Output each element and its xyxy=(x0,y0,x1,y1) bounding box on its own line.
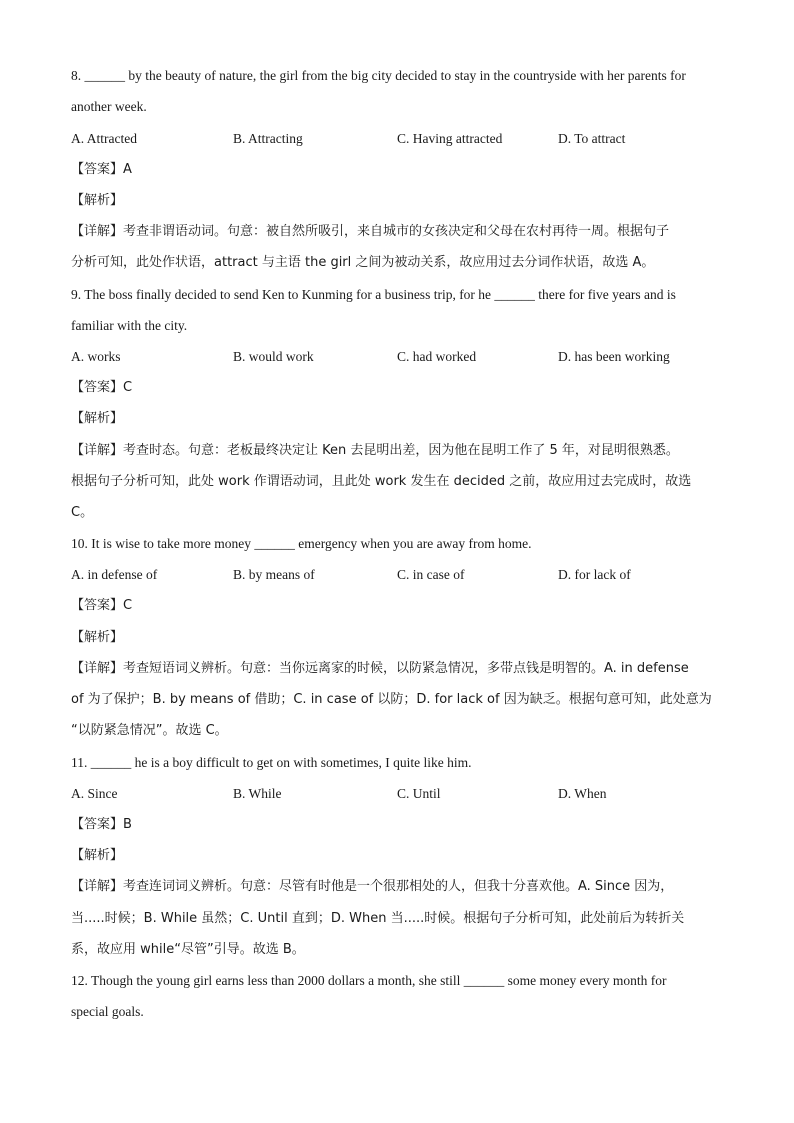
question-11-detail-line-3: 系，故应用 while“尽管”引导。故选 B。 xyxy=(71,942,305,957)
question-8-option-b: B. Attracting xyxy=(233,131,303,146)
question-9-option-c: C. had worked xyxy=(397,349,477,364)
question-8-option-d: D. To attract xyxy=(558,131,626,146)
question-11-option-c: C. Until xyxy=(397,786,441,801)
question-9-option-d: D. has been working xyxy=(558,349,670,364)
question-11-answer: 【答案】B xyxy=(71,817,132,832)
question-8-stem-line-1: 8. ______ by the beauty of nature, the girl from the big city decided to stay in the countryside with her parents for xyxy=(71,68,686,83)
question-11-analysis-label: 【解析】 xyxy=(71,848,124,863)
question-10-detail-line-1: 【详解】考查短语词义辨析。句意：当你远离家的时候，以防紧急情况，多带点钱是明智的。A. in defense xyxy=(71,661,689,676)
question-11-option-b: B. While xyxy=(233,786,282,801)
question-10-option-c: C. in case of xyxy=(397,567,465,582)
question-9-option-a: A. works xyxy=(71,349,121,364)
question-9-detail-line-2: 根据句子分析可知，此处 work 作谓语动词，且此处 work 发生在 decided 之前，故应用过去完成时，故选 xyxy=(71,474,692,489)
question-10-detail-line-2: of 为了保护；B. by means of 借助；C. in case of 以防；D. for lack of 因为缺乏。根据句意可知，此处意为 xyxy=(71,692,712,707)
question-10-stem-line-1: 10. It is wise to take more money ______ emergency when you are away from home. xyxy=(71,536,532,551)
question-9-stem-line-2: familiar with the city. xyxy=(71,318,188,333)
question-11-option-a: A. Since xyxy=(71,786,118,801)
question-10-option-d: D. for lack of xyxy=(558,567,631,582)
question-10-option-a: A. in defense of xyxy=(71,567,158,582)
question-9-detail-line-3: C。 xyxy=(71,505,94,520)
question-9-stem-line-1: 9. The boss finally decided to send Ken to Kunming for a business trip, for he ______ there for five years and is xyxy=(71,287,676,302)
question-8-analysis-label: 【解析】 xyxy=(71,193,124,208)
question-11-stem-line-1: 11. ______ he is a boy difficult to get on with sometimes, I quite like him. xyxy=(71,755,472,770)
question-12-stem-line-2: special goals. xyxy=(71,1004,144,1019)
question-11-detail-line-1: 【详解】考查连词词义辨析。句意：尽管有时他是一个很那相处的人，但我十分喜欢他。A. Since 因为， xyxy=(71,879,674,894)
question-8-option-c: C. Having attracted xyxy=(397,131,503,146)
question-11-option-d: D. When xyxy=(558,786,607,801)
question-9-answer: 【答案】C xyxy=(71,380,133,395)
question-10-detail-line-3: “以防紧急情况”。故选 C。 xyxy=(71,723,228,738)
question-10-option-b: B. by means of xyxy=(233,567,315,582)
question-8-option-a: A. Attracted xyxy=(71,131,137,146)
question-9-detail-line-1: 【详解】考查时态。句意：老板最终决定让 Ken 去昆明出差，因为他在昆明工作了 5 年，对昆明很熟悉。 xyxy=(71,443,679,458)
question-8-answer: 【答案】A xyxy=(71,162,132,177)
question-11-detail-line-2: 当.....时候；B. While 虽然；C. Until 直到；D. When 当.....时候。根据句子分析可知，此处前后为转折关 xyxy=(71,911,685,926)
question-10-answer: 【答案】C xyxy=(71,598,133,613)
question-12-stem-line-1: 12. Though the young girl earns less than 2000 dollars a month, she still ______ some money every month for xyxy=(71,973,667,988)
question-8-stem-line-2: another week. xyxy=(71,99,147,114)
question-9-option-b: B. would work xyxy=(233,349,314,364)
question-8-detail-line-1: 【详解】考查非谓语动词。句意：被自然所吸引，来自城市的女孩决定和父母在农村再待一周。根据句子 xyxy=(71,224,670,239)
question-9-analysis-label: 【解析】 xyxy=(71,411,124,426)
question-10-analysis-label: 【解析】 xyxy=(71,630,124,645)
question-8-detail-line-2: 分析可知，此处作状语，attract 与主语 the girl 之间为被动关系，故应用过去分词作状语，故选 A。 xyxy=(71,255,655,270)
